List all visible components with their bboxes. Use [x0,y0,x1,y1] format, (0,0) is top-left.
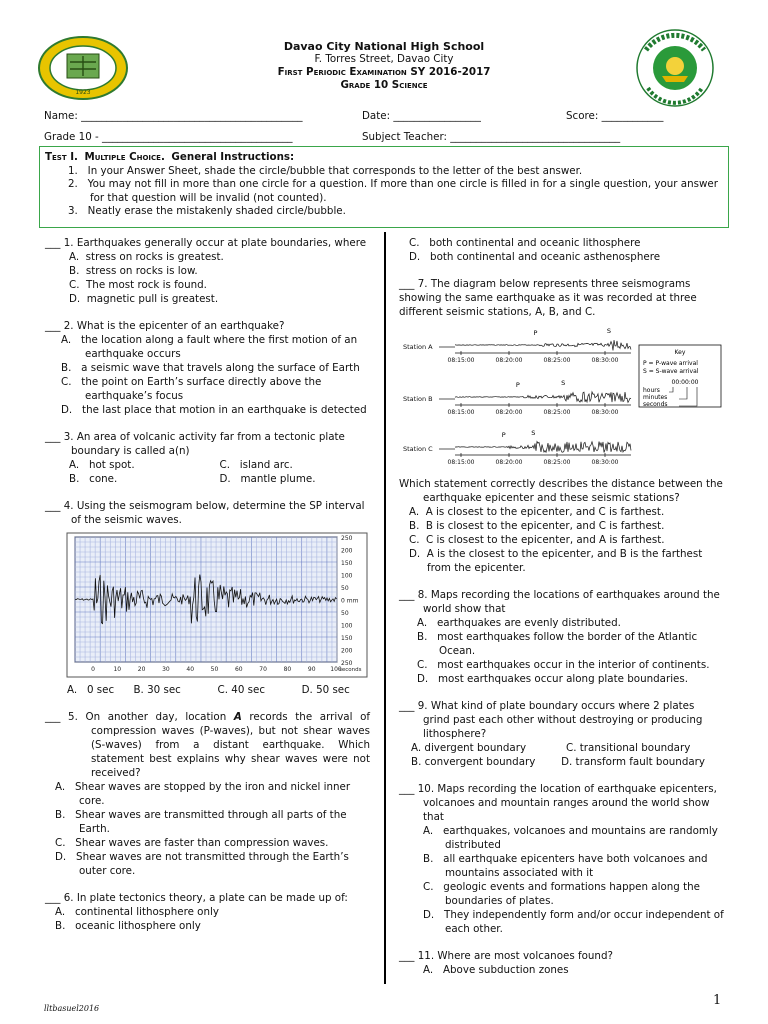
y-tick-label: 150 [341,635,353,642]
option-letter: B. [409,520,420,532]
grade-title: Grade 10 Science [340,79,428,91]
option-text: Shear waves are faster than compression waves. [75,837,329,849]
option-letter: A. [417,617,428,629]
option-letter: B. [69,473,80,485]
time-label: 08:25:00 [543,409,571,416]
date-label: Date: [362,110,391,122]
time-label: 08:25:00 [543,357,571,364]
option-text: A is the closest to the epicenter, and B is the farthest from the epicenter. [426,548,703,574]
option-letter: A. [55,781,66,793]
answer-option[interactable] [399,658,724,672]
key-title: Key [674,349,686,356]
answer-option[interactable]: C. The most rock is found. [69,279,207,291]
option-letter: B. [55,920,66,932]
option-text: C is closest to the epicenter, and A is farthest. [426,534,665,546]
option-letter: C. [55,837,66,849]
question-6 [45,891,370,933]
option-text: most earthquakes occur along plate boundaries. [438,673,689,685]
station-label: Station C [403,445,433,453]
question-3 [45,430,370,486]
answer-option[interactable]: A. divergent boundary [411,742,527,754]
right-column [399,236,724,990]
grade-line: _____________________________________ [102,131,293,143]
option-text: most earthquakes follow the border of the Atlantic Ocean. [437,631,698,657]
question-stem: ___ 2. What is the epicenter of an earthquake? [45,320,285,332]
station-trace [455,392,631,403]
answer-option[interactable] [45,361,370,375]
answer-option[interactable]: A. 0 sec [67,684,115,696]
question-7 [399,277,724,319]
option-text: earthquakes, volcanoes and mountains are randomly distributed [442,825,718,851]
option-letter: C. [61,376,72,388]
instruction-item: You may not fill in more than one circle for a question. If more than one circle is filled in for a single question, your answer for that question will be invalid (not counted). [87,178,718,204]
x-tick-label: 90 [307,666,316,673]
exam-header [0,40,768,92]
answer-option[interactable] [45,919,370,933]
answer-option[interactable] [399,880,724,908]
school-address: F. Torres Street, Davao City [314,53,454,65]
option-letter: B. [55,809,66,821]
answer-option[interactable]: C. 40 sec [217,684,266,696]
question-stem: ___ 3. An area of volcanic activity far from a tectonic plate boundary is called a(n) [45,431,345,457]
score-field[interactable] [566,110,663,122]
option-letter: C. [409,534,420,546]
x-tick-label: 10 [113,666,122,673]
y-tick-label: 50 [341,610,349,617]
date-line: _________________ [393,110,481,122]
y-tick-label: 50 [341,585,349,592]
option-text: island arc. [239,459,293,471]
station-label: Station B [403,395,433,403]
instruction-item: Neatly erase the mistakenly shaded circle/bubble. [87,205,346,217]
answer-option[interactable] [45,375,370,403]
grade-field[interactable] [44,131,293,143]
x-tick-label: 100 [330,666,342,673]
y-tick-label: 0 mm [341,597,359,605]
option-letter: A. [409,506,420,518]
option-text: Above subduction zones [442,964,569,976]
option-letter: A. [423,964,434,976]
option-letter: D. [417,673,429,685]
option-letter: D. [61,404,73,416]
teacher-field[interactable] [362,131,620,143]
instructions: Test I. Multiple Choice. General Instructions: 1. In your Answer Sheet, shade the circle/bubble that corresponds to the letter of the best answer. 2. You may not fill in more than one circle for a question. If more than one circle is filled in for a single question, your answer for that question will be invalid (not counted). 3. Neatly erase the mistakenly shaded circle/bubble. [45,151,718,217]
answer-option[interactable] [45,850,370,878]
option-text: all earthquake epicenters have both volcanoes and mountains associated with it [443,853,708,879]
teacher-label: Subject Teacher: [362,131,447,143]
answer-option[interactable] [399,533,724,547]
s-wave-label: S [606,327,612,335]
grade-label: Grade 10 - [44,131,99,143]
answer-option[interactable] [45,333,370,361]
answer-option[interactable] [220,472,371,486]
s-wave-label: S [531,429,536,437]
question-stem: ___ 1. Earthquakes generally occur at plate boundaries, where [45,237,367,249]
school-name: Davao City National High School [283,40,485,53]
option-text: geologic events and formations happen along the boundaries of plates. [443,881,700,907]
y-tick-label: 100 [341,572,353,580]
question-stem [45,710,370,780]
option-text: cone. [89,473,118,485]
y-tick-label: 100 [341,622,353,630]
p-wave-label: P [533,329,538,337]
x-tick-label: 60 [234,666,243,673]
option-letter: B. [417,631,428,643]
question-7-options [399,477,724,575]
time-label: 08:30:00 [591,357,619,364]
answer-option[interactable] [399,630,724,658]
option-letter: C. [219,459,230,471]
s-wave-label: S [561,379,566,387]
option-text: A is closest to the epicenter, and C is farthest. [425,506,665,518]
time-label: 08:20:00 [495,409,523,416]
option-letter: B. [423,853,434,865]
answer-option[interactable]: D. 50 sec [301,684,350,696]
x-tick-label: 40 [186,666,195,673]
answer-option[interactable]: B. stress on rocks is low. [69,265,198,277]
answer-option[interactable]: C. transitional boundary [566,742,691,754]
question-4-options [45,684,370,696]
score-line: ____________ [601,110,664,122]
question-stem: ___ 4. Using the seismogram below, determine the SP interval of the seismic waves. [45,500,365,526]
p-wave-label: P [515,381,520,389]
answer-option[interactable] [45,403,370,417]
school-logo-year: 1923 [75,89,91,96]
question-11 [399,949,724,977]
page-number: 1 [713,993,722,1008]
answer-option[interactable] [220,458,371,472]
left-column [45,236,370,946]
option-letter: D. [423,909,435,921]
x-tick-label: 80 [283,666,292,673]
answer-option[interactable] [399,250,724,264]
answer-option[interactable]: D. magnetic pull is greatest. [69,293,219,305]
y-tick-label: 200 [341,547,353,555]
answer-option[interactable] [399,505,724,519]
option-letter: C. [423,881,434,893]
option-text: hot spot. [88,459,135,471]
answer-option[interactable] [399,236,724,250]
key-hours: hours [643,387,660,394]
station-trace [455,340,631,350]
x-tick-label: 30 [162,666,170,673]
answer-option[interactable] [399,616,724,630]
option-letter: D. [55,851,67,863]
option-text: continental lithosphere only [74,906,219,918]
time-label: 08:20:00 [495,459,523,466]
instruction-item: In your Answer Sheet, shade the circle/bubble that corresponds to the letter of the best answer. [87,164,583,177]
stem-part: records the arrival of compression waves (P-waves), but not shear waves (S-waves) from a distant earthquake. Which statement best explains why shear waves were not received? [91,711,370,779]
option-text: most earthquakes occur in the interior of continents. [437,659,710,671]
question-stem: Which statement correctly describes the distance between the earthquake epicenter and these seismic stations? [399,478,723,504]
option-text: a seismic wave that travels along the surface of Earth [81,362,360,374]
time-label: 08:30:00 [591,459,619,466]
seismogram-chart [66,532,368,678]
key-minutes: minutes [643,394,668,401]
answer-option[interactable] [69,458,220,472]
time-label: 08:20:00 [495,357,523,364]
option-text: Shear waves are transmitted through all parts of the Earth. [75,809,347,835]
question-stem: ___ 8. Maps recording the locations of earthquakes around the world show that [399,589,720,615]
question-stem: ___ 11. Where are most volcanoes found? [399,950,613,962]
answer-option[interactable] [399,519,724,533]
score-label: Score: [566,110,599,122]
teacher-line: _________________________________ [450,131,621,143]
option-letter: D. [409,548,421,560]
option-letter: C. [417,659,428,671]
instructions-heading: General Instructions: [171,151,295,163]
option-text: both continental and oceanic asthenosphere [430,251,661,263]
option-letter: A. [55,906,66,918]
key-seconds: seconds [643,401,668,408]
question-6-continued [399,236,724,264]
answer-option[interactable] [399,852,724,880]
answer-option[interactable]: B. 30 sec [133,684,181,696]
answer-option[interactable]: D. transform fault boundary [561,756,705,768]
answer-option[interactable] [399,824,724,852]
question-stem: ___ 7. The diagram below represents three seismograms showing the same earthquake as it was recorded at three different seismic stations, A, B, and C. [399,278,697,318]
answer-option[interactable] [399,908,724,936]
test-label: Test I. [45,151,78,163]
option-letter: D. [409,251,421,263]
name-field[interactable] [44,110,303,122]
answer-option[interactable]: B. convergent boundary [411,756,536,768]
answer-option[interactable] [45,808,370,836]
question-10 [399,782,724,936]
answer-option[interactable] [399,963,724,977]
x-tick-label: 20 [137,666,146,673]
option-text: the point on Earth’s surface directly above the earthquake’s focus [81,376,322,402]
question-stem: ___ 9. What kind of plate boundary occurs where 2 plates grind past each other without destroying or producing lithosphere? [399,700,703,740]
option-letter: B. [61,362,72,374]
time-label: 08:15:00 [447,459,475,466]
answer-option[interactable] [399,547,724,575]
time-label: 08:30:00 [591,409,619,416]
option-text: the location along a fault where the first motion of an earthquake occurs [80,334,358,360]
option-text: oceanic lithosphere only [75,920,201,932]
x-tick-label: 0 [91,666,95,673]
option-letter: A. [69,459,80,471]
answer-option[interactable] [399,672,724,686]
y-tick-label: 250 [341,660,353,667]
answer-option[interactable] [69,472,220,486]
option-text: the last place that motion in an earthquake is detected [82,404,367,416]
key-p: P = P-wave arrival [643,360,698,367]
y-tick-label: 200 [341,647,353,655]
option-text: mantle plume. [240,473,316,485]
x-tick-label: 70 [259,666,267,673]
option-text: B is closest to the epicenter, and C is farthest. [425,520,665,532]
question-stem: ___ 6. In plate tectonics theory, a plate can be made up of: [45,892,348,904]
option-text: They independently form and/or occur independent of each other. [444,909,724,935]
footer-author: lltbasuel2016 [44,1004,100,1013]
time-label: 08:15:00 [447,409,475,416]
y-tick-label: 250 [341,535,353,542]
p-wave-label: P [501,431,506,439]
test-type: Multiple Choice. [84,151,165,163]
x-axis-label: seconds [339,667,362,673]
option-text: Shear waves are not transmitted through the Earth’s outer core. [76,851,349,877]
stem-part: ___ 5. On another day, location [45,711,234,723]
question-9 [399,699,724,769]
option-letter: A. [61,334,72,346]
name-line: ___________________________________________ [81,110,303,122]
option-text: both continental and oceanic lithosphere [429,237,641,249]
exam-title: First Periodic Examination SY 2016-2017 [277,66,491,78]
answer-option[interactable] [45,780,370,808]
option-text: earthquakes are evenly distributed. [436,617,621,629]
column-divider [384,232,386,984]
stem-emphasis: A [233,711,242,723]
option-letter: C. [409,237,420,249]
name-label: Name: [44,110,78,122]
seismogram-figure [66,532,370,678]
station-label: Station A [403,343,433,351]
answer-option[interactable]: A. stress on rocks is greatest. [69,251,224,263]
time-label: 08:25:00 [543,459,571,466]
option-letter: A. [423,825,434,837]
key-time: 00:00:00 [671,379,699,386]
question-2 [45,319,370,417]
answer-option[interactable] [45,905,370,919]
question-8 [399,588,724,686]
x-tick-label: 50 [210,666,219,673]
date-field[interactable] [362,110,481,122]
station-trace [455,442,631,453]
station-diagram [399,321,724,471]
time-label: 08:15:00 [447,357,475,364]
y-tick-label: 150 [341,560,353,567]
question-4 [45,499,370,527]
option-text: Shear waves are stopped by the iron and nickel inner core. [74,781,351,807]
question-5 [45,710,370,878]
key-s: S = S-wave arrival [643,368,699,375]
question-stem: ___ 10. Maps recording the location of earthquake epicenters, volcanoes and mountain ranges around the world show that [399,783,717,823]
option-letter: D. [219,473,231,485]
answer-option[interactable] [45,836,370,850]
station-seismograms [399,321,724,471]
question-1 [45,236,370,306]
